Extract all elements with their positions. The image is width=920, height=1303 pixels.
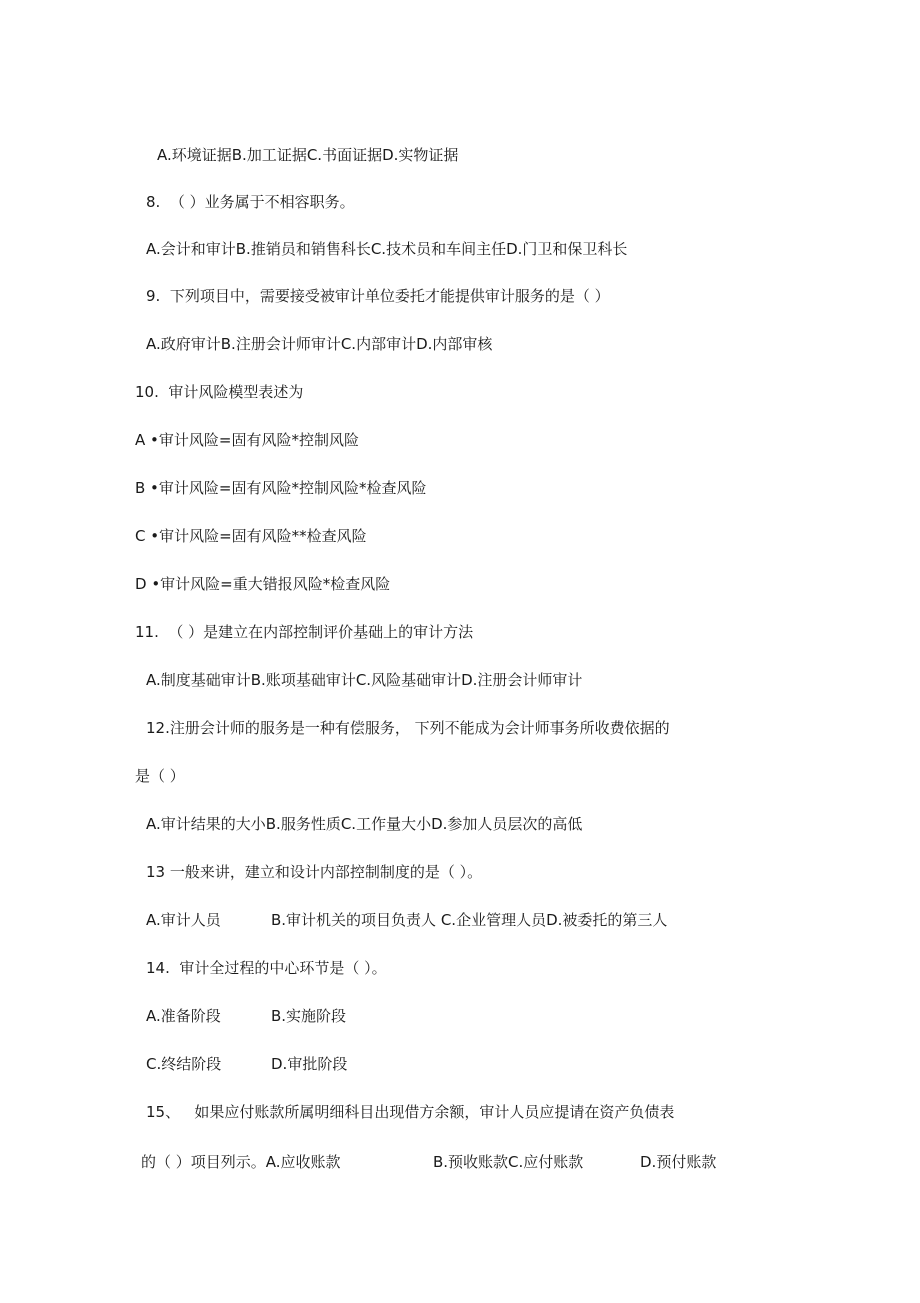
q14-stem: 14. 审计全过程的中心环节是（ ）。: [146, 959, 387, 977]
q15-option-d: D.预付账款: [640, 1153, 717, 1171]
q10-option-c: C •审计风险=固有风险**检查风险: [135, 527, 367, 545]
q15-stem: 15、 如果应付账款所属明细科目出现借方余额，审计人员应提请在资产负债表: [146, 1103, 675, 1121]
q7-options: A.环境证据B.加工证据C.书面证据D.实物证据: [157, 146, 459, 164]
q10-stem: 10. 审计风险模型表述为: [135, 383, 304, 401]
q14-option-d: D.审批阶段: [271, 1055, 348, 1073]
q12-stem-continued: 是（ ）: [135, 767, 185, 785]
q12-stem: 12.注册会计师的服务是一种有偿服务， 下列不能成为会计师事务所收费依据的: [146, 719, 670, 737]
q15-option-b-c: B.预收账款C.应付账款: [433, 1153, 584, 1171]
q13-options: [0, 910, 920, 930]
q9-stem: 9. 下列项目中，需要接受被审计单位委托才能提供审计服务的是（ ）: [146, 287, 610, 305]
q15-stem-end-option-a: 的（ ）项目列示。A.应收账款: [141, 1153, 341, 1171]
q14-options-row2: [0, 1054, 920, 1074]
q10-option-a: A •审计风险=固有风险*控制风险: [135, 431, 359, 449]
q8-options: A.会计和审计B.推销员和销售科长C.技术员和车间主任D.门卫和保卫科长: [146, 240, 628, 258]
q11-stem: 11. （ ）是建立在内部控制评价基础上的审计方法: [135, 623, 474, 641]
q14-option-a: A.准备阶段: [146, 1007, 221, 1025]
q11-options: A.制度基础审计B.账项基础审计C.风险基础审计D.注册会计师审计: [146, 671, 583, 689]
q14-option-c: C.终结阶段: [146, 1055, 222, 1073]
q14-options-row1: [0, 1006, 920, 1026]
q12-options: A.审计结果的大小B.服务性质C.工作量大小D.参加人员层次的高低: [146, 815, 583, 833]
q13-option-b-c-d: B.审计机关的项目负责人 C.企业管理人员D.被委托的第三人: [271, 911, 668, 929]
q13-stem: 13 一般来讲，建立和设计内部控制制度的是（ ）。: [146, 863, 483, 881]
q15-stem-continued: [0, 1152, 920, 1172]
q13-option-a: A.审计人员: [146, 911, 221, 929]
q8-stem: 8. （ ）业务属于不相容职务。: [146, 193, 355, 211]
q10-option-b: B •审计风险=固有风险*控制风险*检查风险: [135, 479, 427, 497]
q10-option-d: D •审计风险=重大错报风险*检查风险: [135, 575, 391, 593]
q9-options: A.政府审计B.注册会计师审计C.内部审计D.内部审核: [146, 335, 493, 353]
q14-option-b: B.实施阶段: [271, 1007, 347, 1025]
